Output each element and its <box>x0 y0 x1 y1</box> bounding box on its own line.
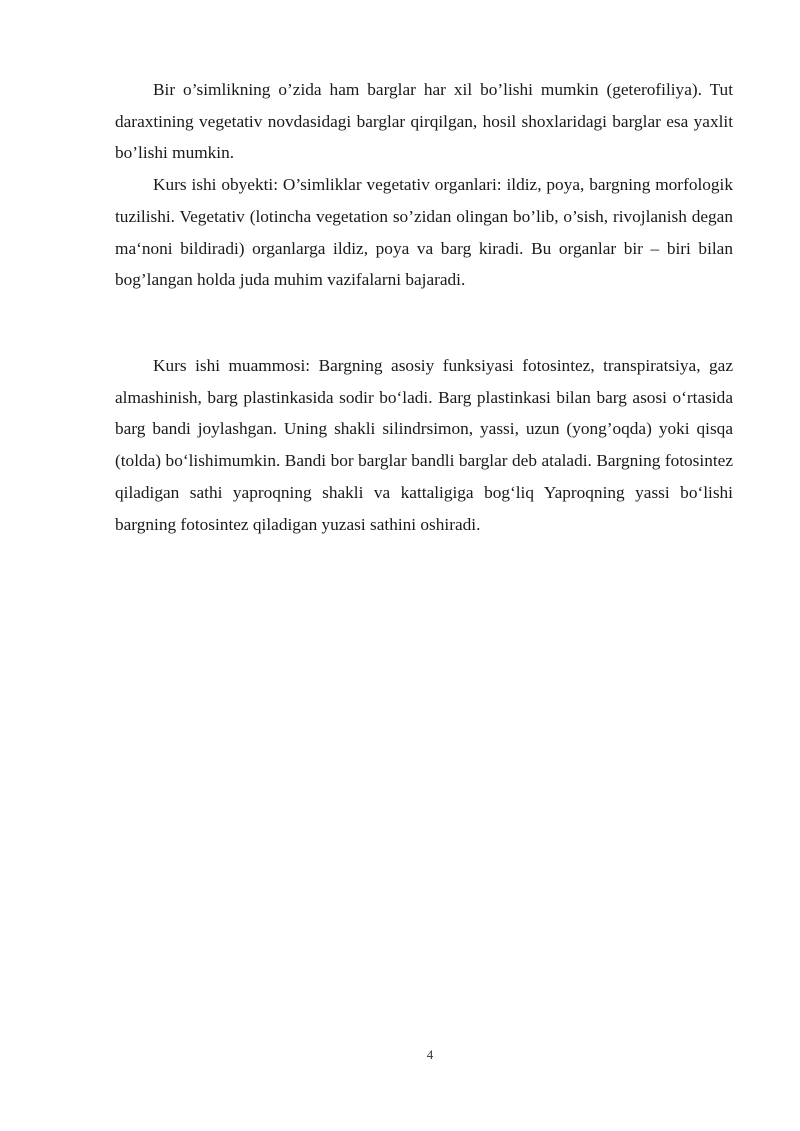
text-section-intro <box>115 74 733 296</box>
paragraph-kurs-ishi-obyekti: Kurs ishi obyekti: O’simliklar vegetativ organlari: ildiz, poya, bargning morfologik tuzilishi. Vegetativ (lotincha vegetation so’zidan olingan bo’lib, o’sish, rivojlanish degan ma‘noni bildiradi) organlarga ildiz, poya va barg kiradi. Bu organlar bir – biri bilan bog’langan holda juda muhim vazifalarni bajaradi. <box>115 175 733 290</box>
paragraph-geterofiliya: Bir o’simlikning o’zida ham barglar har xil bo’lishi mumkin (geterofiliya). Tut daraxtining vegetativ novdasidagi barglar qirqilgan, hosil shoxlaridagi barglar esa yaxlit bo’lishi mumkin. <box>115 80 733 163</box>
paragraph-kurs-ishi-muammosi: Kurs ishi muammosi: Bargning asosiy funksiyasi fotosintez, transpiratsiya, gaz almashinish, barg plastinkasida sodir bo‘ladi. Barg plastinkasi bilan barg asosi o‘rtasida barg bandi joylashgan. Uning shakli silindrsimon, yassi, uzun (yong’oqda) yoki qisqa (tolda) bo‘lishimumkin. Bandi bor barglar bandli barglar deb ataladi. Bargning fotosintez qiladigan sathi yaproqning shakli va kattaligiga bog‘liq Yaproqning yassi bo‘lishi bargning fotosintez qiladigan yuzasi sathini oshiradi. <box>115 356 733 534</box>
text-section-muammo <box>115 350 733 540</box>
page-number: 4 <box>426 1047 434 1062</box>
